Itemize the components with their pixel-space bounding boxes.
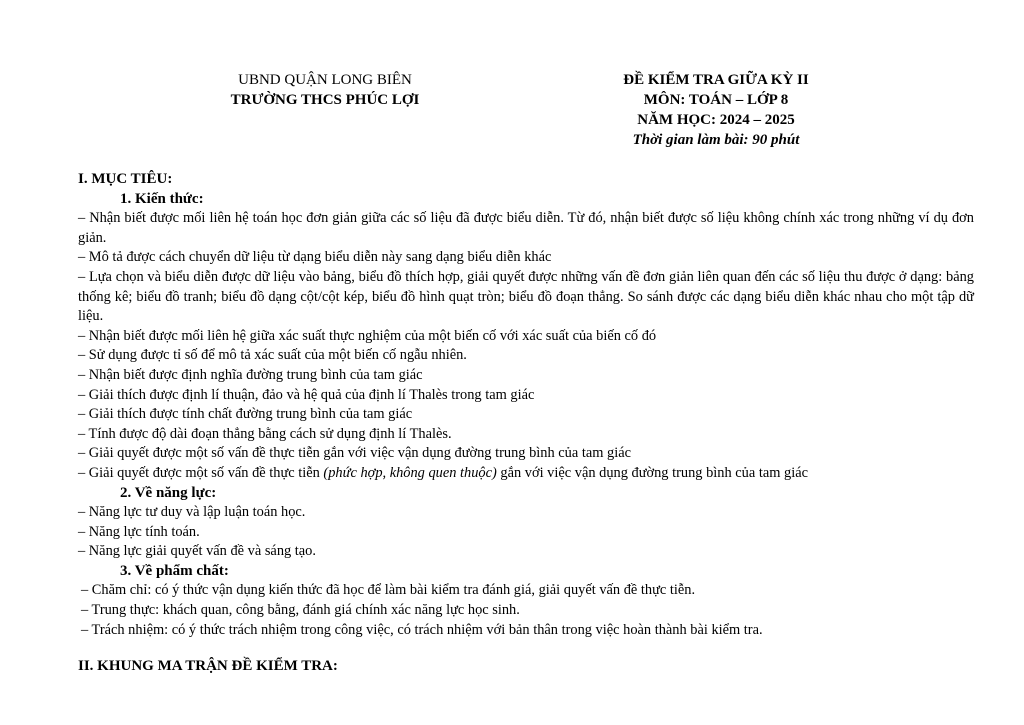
list-item: – Giải quyết được một số vấn đề thực tiễn gắn với việc vận dụng đường trung bình của tam giác [78, 445, 631, 462]
objectives-section [78, 170, 974, 640]
exam-duration: Thời gian làm bài: 90 phút [632, 132, 800, 148]
list-item: – Tính được độ dài đoạn thẳng bằng cách sử dụng định lí Thalès. [78, 425, 452, 442]
exam-info [578, 70, 854, 150]
list-item: – Nhận biết được định nghĩa đường trung bình của tam giác [78, 366, 423, 383]
list-item: – Nhận biết được mối liên hệ giữa xác suất thực nghiệm của một biến cố với xác suất của biến cố đó [78, 327, 657, 344]
list-item-text: gắn với việc vận dụng đường trung bình của tam giác [496, 464, 808, 481]
district-name: UBND QUẬN LONG BIÊN [238, 72, 412, 88]
list-item: – Sử dụng được tỉ số để mô tả xác suất của một biến cố ngẫu nhiên. [78, 347, 467, 364]
list-item: – Giải thích được định lí thuận, đảo và hệ quả của định lí Thalès trong tam giác [78, 386, 535, 403]
list-item: – Năng lực giải quyết vấn đề và sáng tạo. [78, 543, 316, 560]
subsection-title-knowledge: 1. Kiến thức: [120, 190, 204, 207]
school-name: TRƯỜNG THCS PHÚC LỢI [230, 92, 420, 108]
school-info [188, 70, 462, 110]
list-item: – Năng lực tính toán. [78, 523, 200, 540]
school-year: NĂM HỌC: 2024 – 2025 [637, 112, 795, 128]
list-item: – Trung thực: khách quan, công bằng, đánh giá chính xác năng lực học sinh. [81, 602, 520, 619]
list-item-text: – Giải quyết được một số vấn đề thực tiễn [78, 464, 324, 481]
exam-subject: MÔN: TOÁN – LỚP 8 [643, 92, 789, 108]
list-item-emphasis: (phức hợp, không quen thuộc) [323, 464, 497, 481]
section-title-objectives: I. MỤC TIÊU: [78, 171, 173, 187]
list-item [78, 464, 974, 484]
list-item: – Trách nhiệm: có ý thức trách nhiệm trong công việc, có trách nhiệm với bản thân trong việc hoàn thành bài kiểm tra. [81, 621, 763, 638]
subsection-title-quality: 3. Về phẩm chất: [120, 562, 229, 579]
exam-title: ĐỀ KIỂM TRA GIỮA KỲ II [623, 72, 809, 88]
document-header [0, 70, 1024, 152]
section-title-matrix: II. KHUNG MA TRẬN ĐỀ KIỂM TRA: [78, 658, 338, 674]
list-item: – Mô tả được cách chuyển dữ liệu từ dạng biểu diễn này sang dạng biểu diễn khác [78, 249, 552, 266]
list-item: – Giải thích được tính chất đường trung bình của tam giác [78, 406, 413, 423]
subsection-title-competence: 2. Về năng lực: [120, 484, 217, 501]
list-item: – Chăm chỉ: có ý thức vận dụng kiến thức đã học để làm bài kiểm tra đánh giá, giải quyết vấn đề thực tiễn. [81, 582, 696, 599]
list-item: – Nhận biết được mối liên hệ toán học đơn giản giữa các số liệu đã được biểu diễn. Từ đó, nhận biết được số liệu không chính xác trong những ví dụ đơn giản. [78, 210, 974, 246]
list-item: – Năng lực tư duy và lập luận toán học. [78, 504, 306, 521]
list-item: – Lựa chọn và biểu diễn được dữ liệu vào bảng, biểu đồ thích hợp, giải quyết được những vấn đề đơn giản liên quan đến các số liệu thu được ở dạng: bảng thống kê; biểu đồ tranh; biểu đồ dạng cột/cột kép, biểu đồ hình quạt tròn; biểu đồ đoạn thẳng. So sánh được các dạng biểu diễn khác nhau cho một tập dữ liệu. [78, 268, 974, 325]
